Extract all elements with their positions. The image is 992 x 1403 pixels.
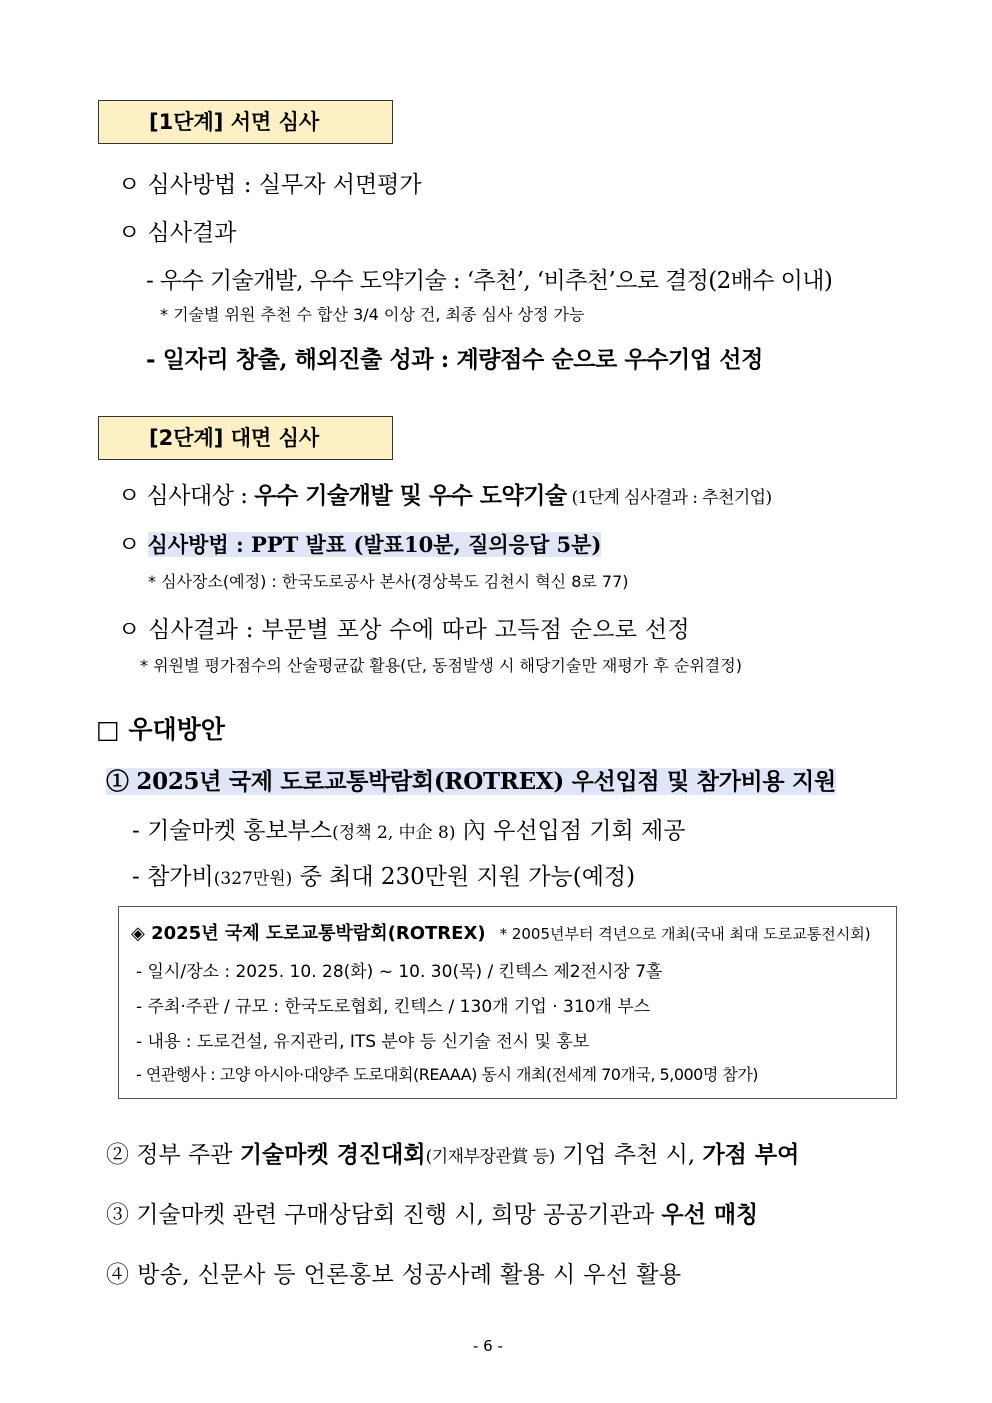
item1-dash2-c: 중 최대 230만원 지원 가능(예정) [292,864,636,890]
stage2-target-small: (1단계 심사결과 : 추천기업) [566,488,772,508]
item1-dash2-a: - 참가비 [132,864,214,890]
stage1-title: [1단계] 서면 심사 [149,110,320,134]
item1-dash1-b: (정책 2, 中企 8) [332,823,456,843]
stage2-method-highlight: 심사방법 : PPT 발표 (발표10분, 질의응답 5분) [147,532,602,557]
benefits-heading: □ 우대방안 [96,715,225,744]
benefit-item3 [106,1196,758,1229]
item2-c: (기재부장관賞 등) [425,1147,555,1167]
benefit-item4: ④ 방송, 신문사 등 언론홍보 성공사례 활용 시 우선 활용 [106,1262,682,1288]
rotrex-box-title [131,919,871,945]
rotrex-row-related: - 연관행사 : 고양 아시아·대양주 도로대회(REAAA) 동시 개최(전세계 70개국, 5,000명 참가) [136,1065,759,1084]
item2-a: ② 정부 주관 [106,1142,240,1168]
stage1-result: ㅇ 심사결과 [118,220,237,246]
stage1-method: ㅇ 심사방법 : 실무자 서면평가 [118,172,422,198]
item1-dash1-a: - 기술마켓 홍보부스 [132,818,333,844]
item1-dash1-c: 內 우선입점 기회 제공 [455,818,686,844]
stage1-dash1: - 우수 기술개발, 우수 도약기술 : ‘추천’, ‘비추천’으로 결정(2배수 이내) [146,268,833,294]
rotrex-row-content: - 내용 : 도로건설, 유지관리, ITS 분야 등 신기술 전시 및 홍보 [136,1032,590,1052]
stage2-method [118,526,601,559]
stage2-note-place: * 심사장소(예정) : 한국도로공사 본사(경상북도 김천시 혁신 8로 77) [148,572,629,591]
stage1-title-box [98,100,393,144]
item3-a: ③ 기술마켓 관련 구매상담회 진행 시, 희망 공공기관과 [106,1202,662,1228]
stage2-title-box [98,416,393,460]
stage2-method-lead: ㅇ [118,532,148,558]
benefit-item1-text: ① 2025년 국제 도로교통박람회(ROTREX) 우선입점 및 참가비용 지원 [106,768,836,795]
item2-e: 가점 부여 [702,1141,800,1168]
stage2-title: [2단계] 대면 심사 [149,426,320,450]
rotrex-box-title-text: ◈ 2025년 국제 도로교통박람회(ROTREX) [131,923,486,944]
page-number: - 6 - [473,1337,503,1355]
benefit-item1-dash2 [132,858,635,891]
rotrex-box-title-sub: * 2005년부터 격년으로 개최(국내 최대 도로교통전시회) [499,925,871,943]
stage1-note1: * 기술별 위원 추천 수 합산 3/4 이상 건, 최종 심사 상정 가능 [160,305,585,324]
stage2-target-bold: 우수 기술개발 및 우수 도약기술 [254,482,567,509]
rotrex-row-date: - 일시/장소 : 2025. 10. 28(화) ~ 10. 30(목) / 킨텍스 제2전시장 7홀 [136,962,663,982]
benefit-item1-dash1 [132,812,686,845]
benefit-item1 [106,763,836,796]
stage2-target-lead: ㅇ 심사대상 : [118,483,255,509]
stage2-result: ㅇ 심사결과 : 부문별 포상 수에 따라 고득점 순으로 선정 [118,617,690,643]
stage1-dash2: - 일자리 창출, 해외진출 성과 : 계량점수 순으로 우수기업 선정 [146,346,763,373]
benefit-item2 [106,1136,799,1169]
stage2-target [118,477,772,510]
item2-b: 기술마켓 경진대회 [239,1141,426,1168]
item2-d: 기업 추천 시, [554,1142,703,1168]
rotrex-row-host: - 주최·주관 / 규모 : 한국도로협회, 킨텍스 / 130개 기업 · 310개 부스 [136,997,651,1017]
rotrex-info-box [118,906,897,1099]
item3-b: 우선 매칭 [661,1201,759,1228]
item1-dash2-b: (327만원) [213,869,293,889]
stage2-note-result: * 위원별 평가점수의 산술평균값 활용(단, 동점발생 시 해당기술만 재평가 후 순위결정) [140,656,742,675]
